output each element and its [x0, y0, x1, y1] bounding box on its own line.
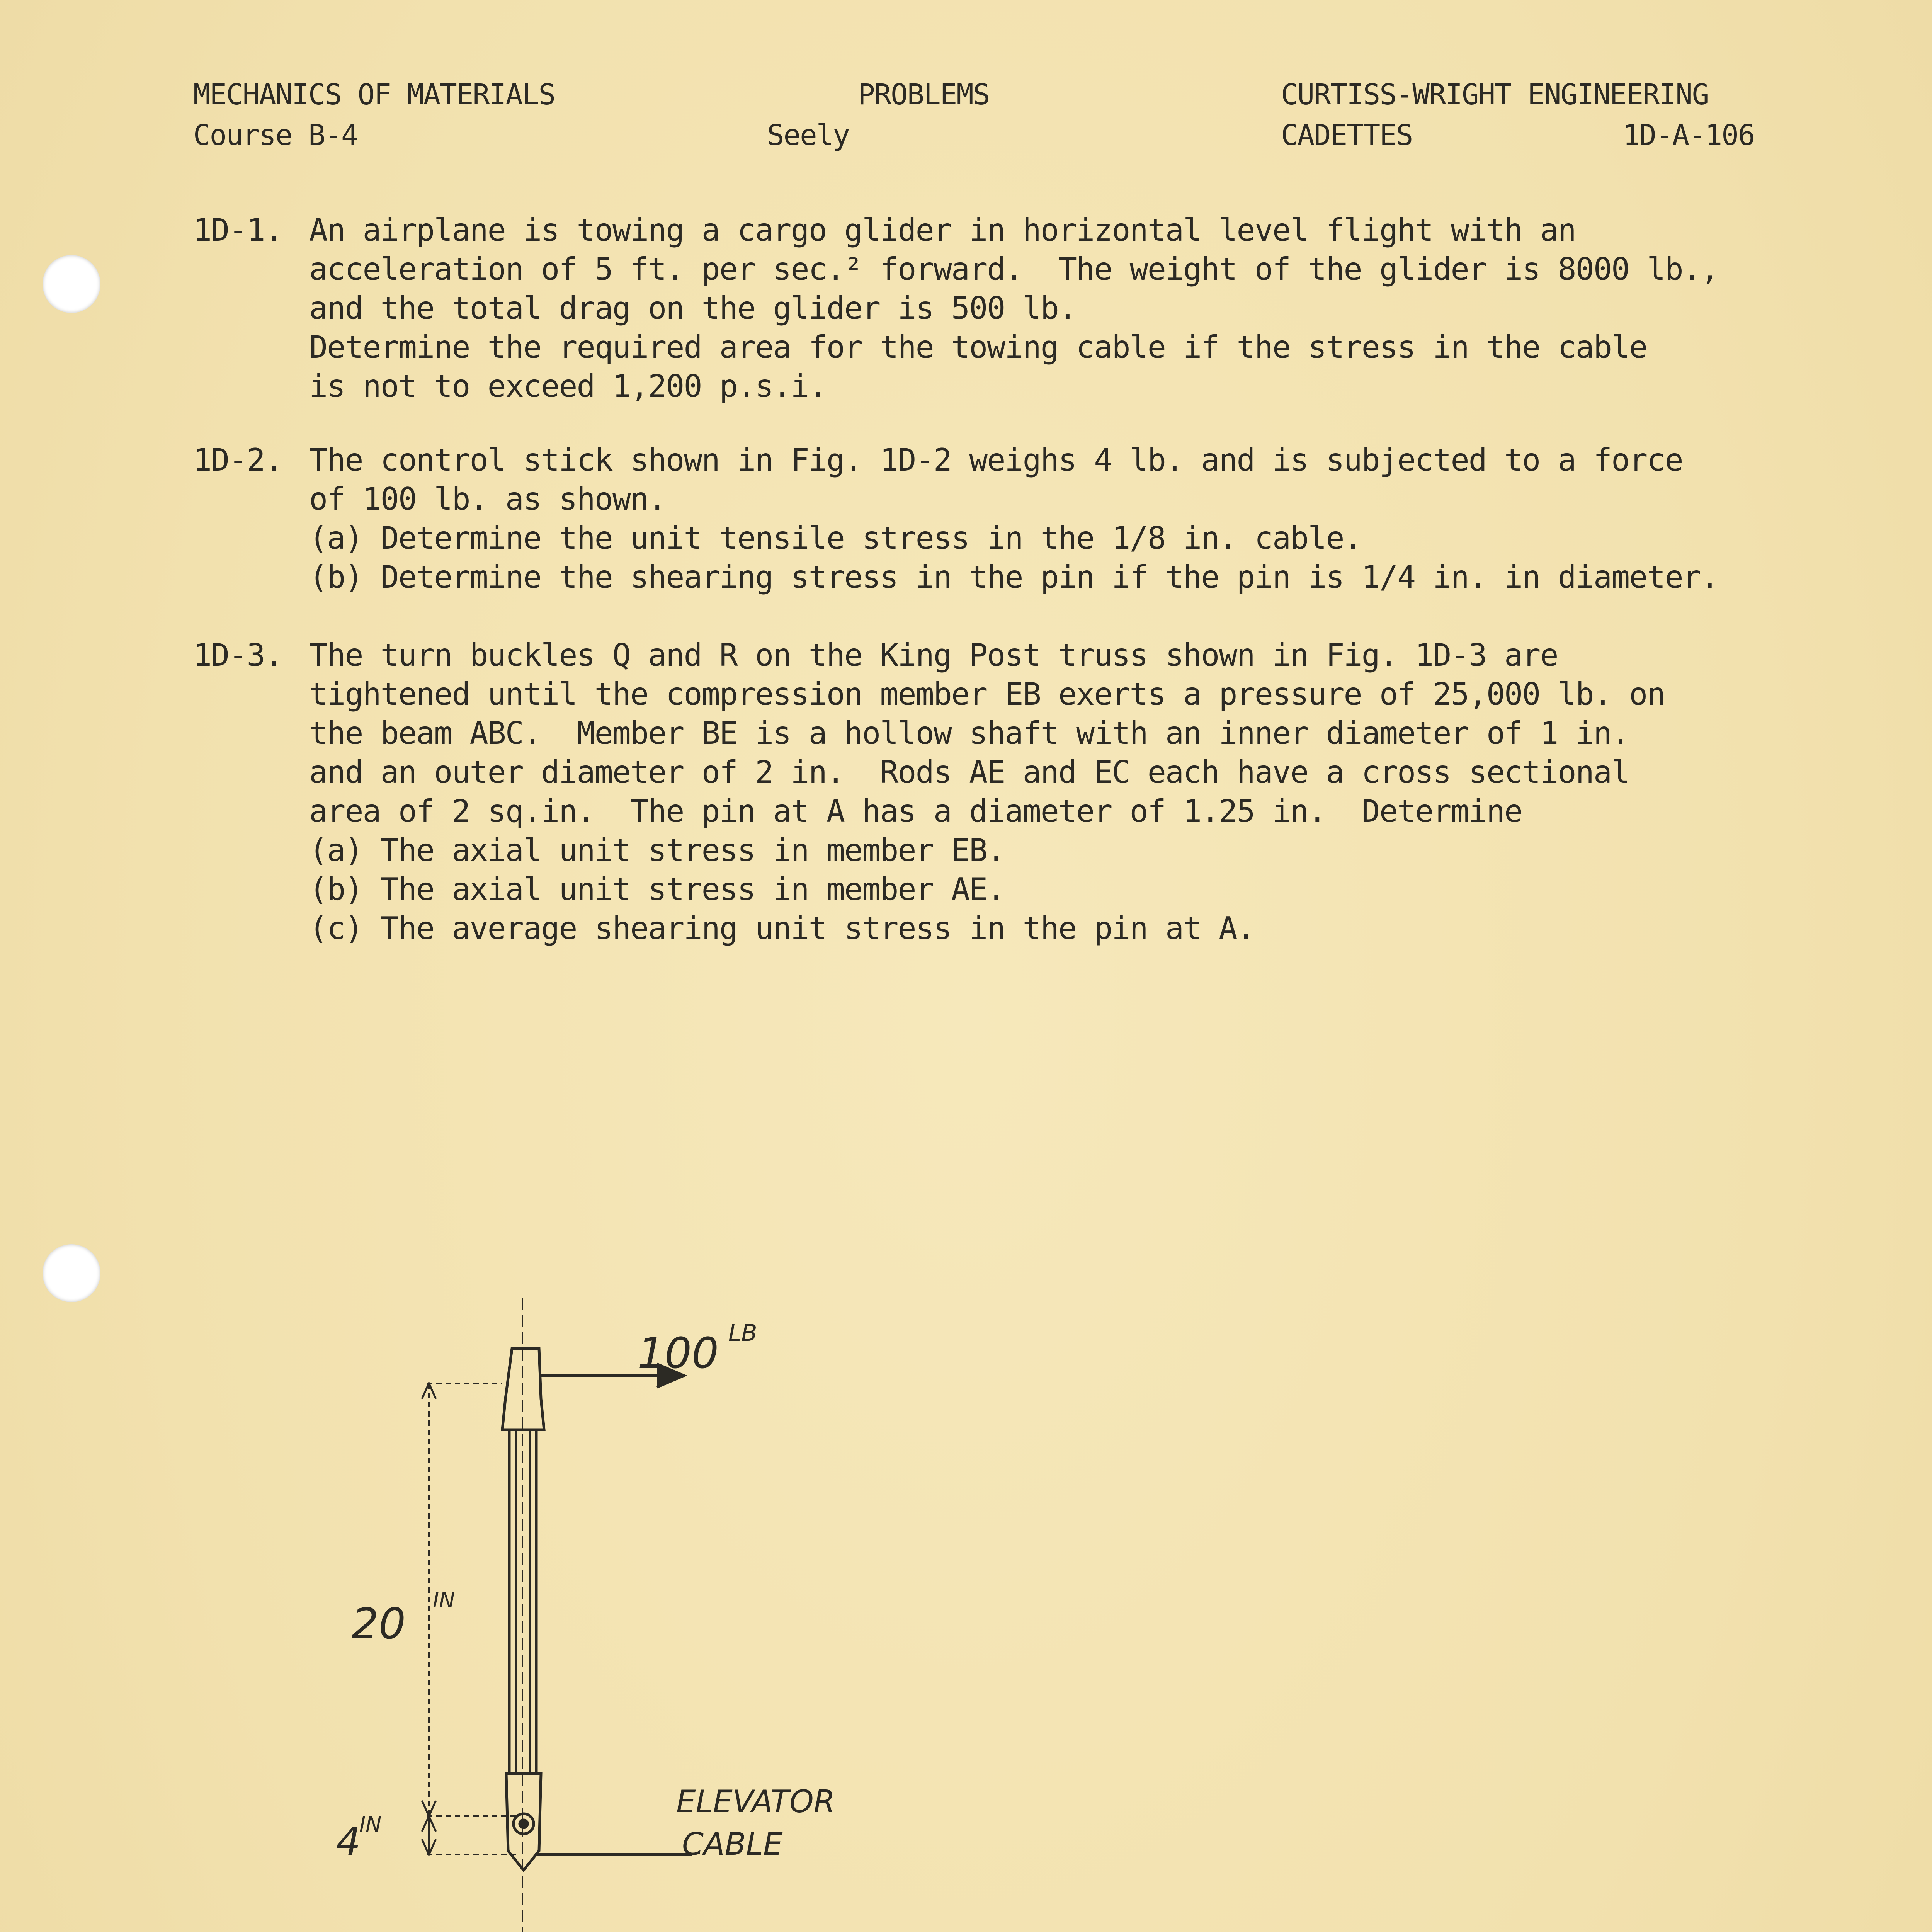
force-unit-label: LB [728, 1320, 757, 1347]
header-institution: CURTISS-WRIGHT ENGINEERING [1281, 78, 1709, 111]
force-value-label: 100 [638, 1328, 719, 1378]
header-course-title: MECHANICS OF MATERIALS [193, 78, 555, 111]
problem-line: and an outer diameter of 2 in. Rods AE and EC each have a cross sectional [309, 754, 1629, 790]
problem-line: Determine the required area for the towing cable if the stress in the cable [309, 329, 1647, 365]
dimension-lower-value: 4 [336, 1819, 361, 1864]
problem-line: is not to exceed 1,200 p.s.i. [309, 368, 827, 404]
dimension-lower-unit: IN [359, 1812, 382, 1837]
cable-label: CABLE [682, 1826, 783, 1862]
problem-line: The control stick shown in Fig. 1D-2 weighs 4 lb. and is subjected to a force [309, 442, 1683, 478]
dimension-upper-unit: IN [433, 1588, 455, 1612]
problem-line: (a) The axial unit stress in member EB. [309, 832, 1005, 868]
problem-line: of 100 lb. as shown. [309, 481, 666, 517]
problem-line: the beam ABC. Member BE is a hollow shaft with an inner diameter of 1 in. [309, 715, 1629, 751]
problem-line: area of 2 sq.in. The pin at A has a diameter of 1.25 in. Determine [309, 793, 1522, 829]
problem-line: (c) The average shearing unit stress in the pin at A. [309, 910, 1255, 946]
problem-line: (a) Determine the unit tensile stress in the 1/8 in. cable. [309, 520, 1362, 556]
problem-number: 1D-2. [193, 442, 282, 478]
header-course-number: Course B-4 [193, 119, 358, 152]
dimension-upper-value: 20 [352, 1599, 406, 1648]
header-document-code: 1D-A-106 [1623, 119, 1755, 152]
problem-line: (b) The axial unit stress in member AE. [309, 871, 1005, 907]
problem-number: 1D-1. [193, 212, 282, 248]
elevator-label: ELEVATOR [676, 1784, 835, 1820]
problem-number: 1D-3. [193, 637, 282, 673]
problem-line: (b) Determine the shearing stress in the pin if the pin is 1/4 in. in diameter. [309, 559, 1718, 595]
problem-line: acceleration of 5 ft. per sec.² forward. The weight of the glider is 8000 lb., [309, 251, 1718, 287]
header-problems: PROBLEMS [858, 78, 990, 111]
header-cadettes: CADETTES [1281, 119, 1413, 152]
problem-line: tightened until the compression member EB exerts a pressure of 25,000 lb. on [309, 676, 1665, 712]
problem-line: and the total drag on the glider is 500 lb. [309, 290, 1077, 326]
header-author: Seely [767, 119, 849, 152]
problem-line: An airplane is towing a cargo glider in horizontal level flight with an [309, 212, 1576, 248]
problem-line: The turn buckles Q and R on the King Post truss shown in Fig. 1D-3 are [309, 637, 1558, 673]
